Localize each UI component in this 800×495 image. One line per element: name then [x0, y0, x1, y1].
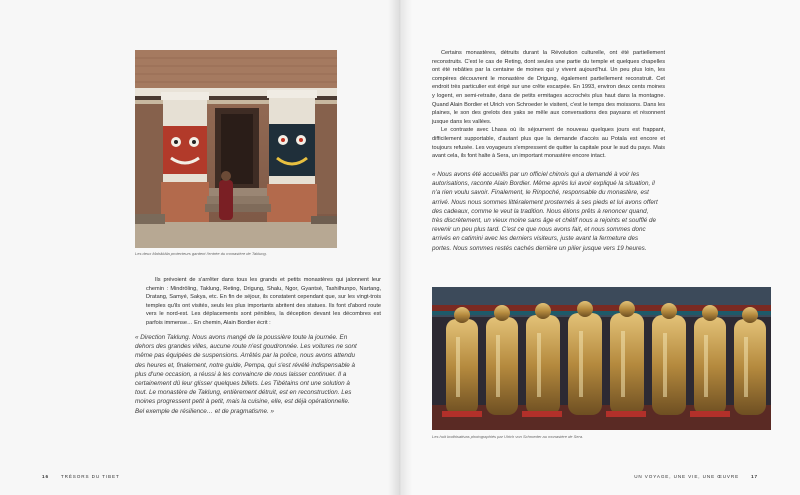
quote-text: « Nous avons été accueillis par un officiel chinois qui a demandé à voir les autorisations, raconte Alain Bordier. Même après lui avoir expliqué la situation, il n'a rien voulu savoir. Finalement, le Rinpoché, responsable du monastère, est arrivé. Nous nous sommes littéralement prosternés à ses pieds et lui avons offert des cadeaux, comme le veut la tradition. Nous étions prêts à renoncer quand, très discrètement, un vieux moine sans âge et chétif nous a rejoints et soufflé de revenir un peu plus tard. C'est ce que nous avons fait, et nous sommes donc arrivés en catimini avec les derniers visiteurs, juste avant la fermeture des portes. Nous sommes restés cachés derrière un pilier jusque vers 19 heures. [432, 171, 658, 252]
running-title: TRÉSORS DU TIBET [60, 474, 120, 479]
quotation [432, 170, 658, 253]
sera-bodhisattvas-photo [432, 287, 771, 430]
quote-text: « Direction Taklung. Nous avons mangé de la poussière toute la journée. En dehors des grandes villes, aucune route n'est goudronnée. Les voitures ne sont même pas équipées de suspensions. Arrêtés par la police, nous avons attendu des heures et, finalement, notre guide, Pempa, qui s'est révélé indispensable à plus d'une occasion, a réussi à les convaincre de nous laisser continuer. Il a certainement dû leur glisser quelques billets. Les Tibétains ont une solution à tout. Le monastère de Taklung, entièrement détruit, est en reconstruction. Les moines progressent petit à petit, mais la cuisine, elle, est déjà opérationnelle. Bel exemple de résilience… et de pragmatisme. » [135, 334, 357, 415]
monastery-entrance-image [135, 50, 337, 248]
body-paragraph [146, 276, 381, 328]
body-paragraphs [432, 49, 665, 161]
page-number: 17 [751, 474, 758, 479]
paragraph-text: Certains monastères, détruits durant la Révolution culturelle, ont été partiellement reconstruits. C'est le cas de Reting, dont seules une partie du temple et quelques chapelles ont été rebâties par la centaine de moines qui y vivent aujourd'hui. Un peu plus loin, les compères découvrent le monastère de Drigung, également partiellement reconstruit. Cet endroit très particulier est érigé sur une crête escarpée. En 1993, environ deux cents moines y logent, en semi-retraite, dans de petits ermitages accrochés plus haut dans la montagne. Quand Alain Bordier et Ulrich von Schroeder le visitent, c'est le temps des moissons. Dans les plaines, le son des grelots des yaks se mêle aux conversations des paysans et résonnent jusque dans les vallées. [432, 50, 665, 125]
photo-caption: Les huit bodhisattvas photographiés par Ulrich von Schroeder au monastère de Sera. [432, 434, 584, 439]
paragraph-text: Ils prévoient de s'arrêter dans tous les grands et petits monastères qui jalonnent leur chemin : Mindröling, Taklung, Reting, Drigung, Shalu, Ngor, Gyantsé, Tashilhunpo, Nartang, Dratang, Samyé, Sakya, etc. En fin de séjour, ils constatent cependant que, sur les vingt-trois temples qu'ils ont visités, seuls les plus importants abritent des statues. Ils font d'abord route vers le nord-est. Les déplacements sont pénibles, la déception devant les décombres est parfois immense… En chemin, Alain Bordier écrit : [146, 277, 381, 326]
page-number: 16 [42, 474, 49, 479]
book-gutter [388, 0, 412, 495]
quotation [135, 333, 357, 416]
right-folio [634, 474, 770, 479]
photo-caption: Les deux Mahākāla protecteurs gardent l'entrée du monastère de Taklung. [135, 251, 267, 256]
left-folio [30, 474, 120, 479]
running-title: UN VOYAGE, UNE VIE, UNE ŒUVRE [634, 474, 740, 479]
bodhisattva-statues-image [432, 287, 771, 430]
taklung-mahakala-photo [135, 50, 337, 248]
paragraph-text: Le contraste avec Lhasa où ils séjournent de nouveau quelques jours est frappant, difficilement supportable, d'autant plus que la demande d'accès au Potala est encore et toujours refusée. Les voyageurs s'empressent de quitter la capitale pour le sud du pays. Mais avant cela, ils font halte à Sera, un important monastère encore intact. [432, 127, 665, 160]
